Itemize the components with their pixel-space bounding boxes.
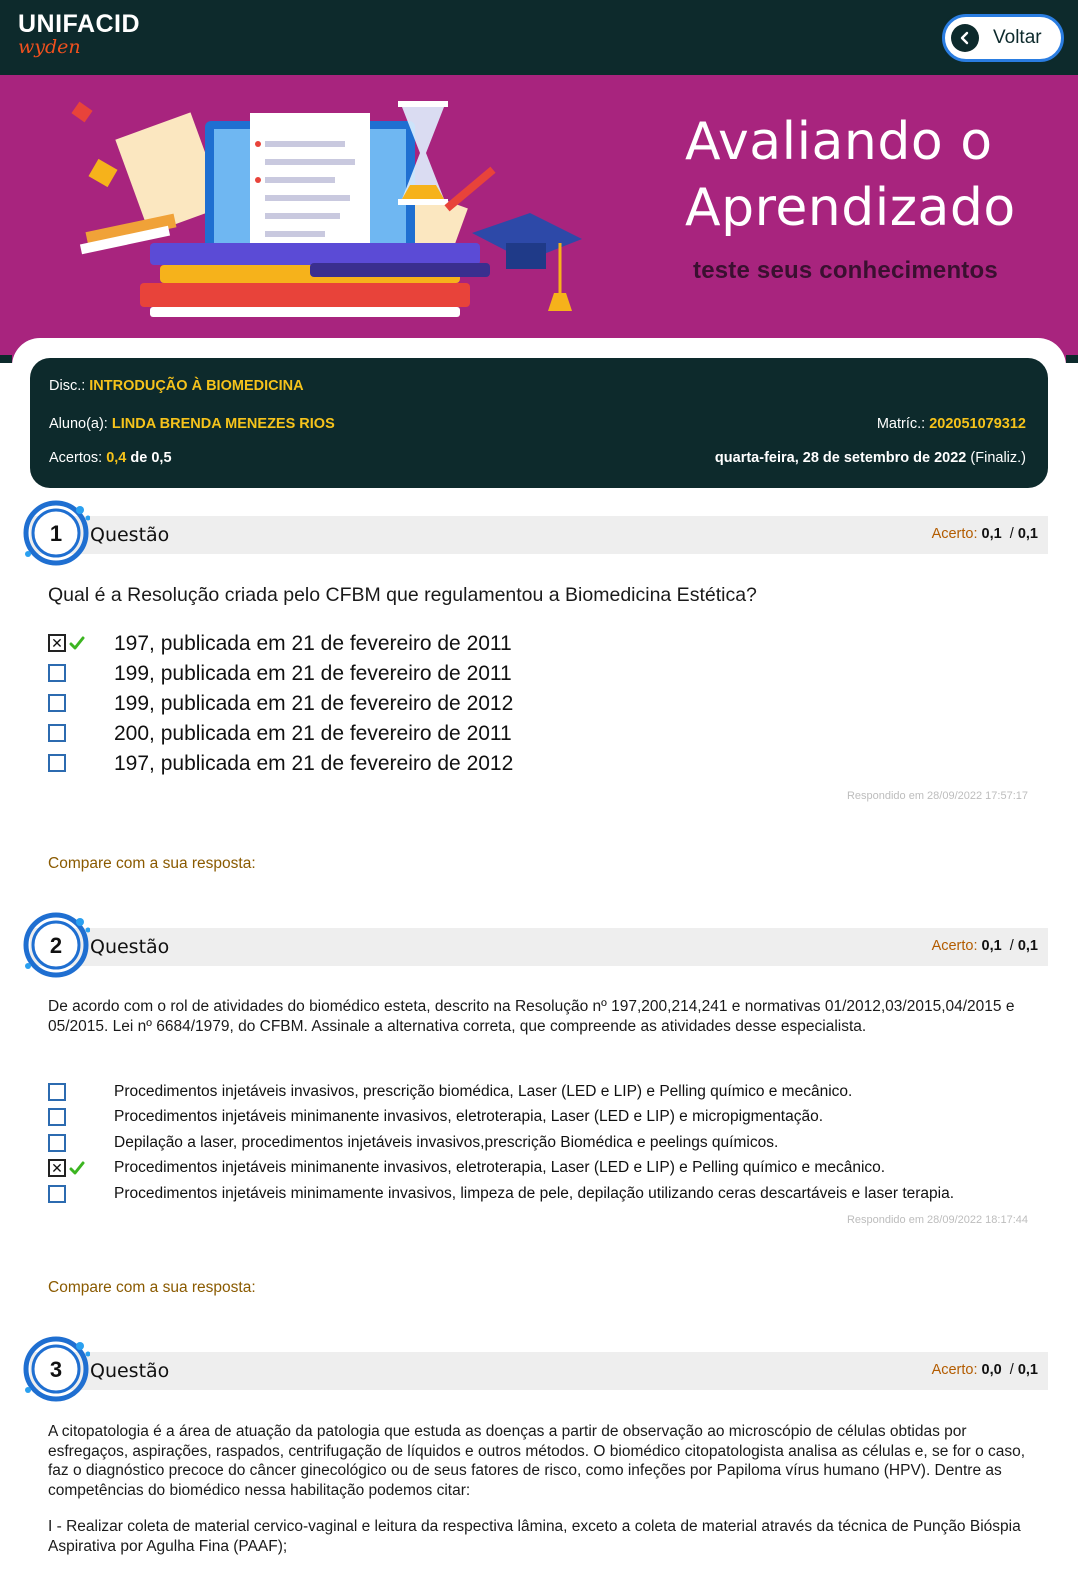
back-button[interactable] (942, 14, 1064, 62)
option[interactable] (48, 1185, 955, 1203)
back-label: Voltar (993, 27, 1042, 48)
question-number: 3 (49, 1357, 63, 1382)
answered-timestamp: Respondido em 28/09/2022 18:17:44 (846, 1214, 1028, 1226)
green-check-icon (69, 635, 85, 651)
option-text: Depilação a laser, procedimentos injetáveis invasivos,prescrição Biomédica e peelings químicos. (114, 1134, 779, 1151)
question-item: I - Realizar coleta de material cervico-vaginal e leitura da respectiva lâmina, exceto a coleta de material através da técnica de Punção Bióspia Aspirativa por Agulha Fina (PAAF); (48, 1518, 1021, 1555)
option-text: Procedimentos injetáveis minimanente invasivos, eletroterapia, Laser (LED e LIP) e Pelling químico e mecânico. (114, 1159, 886, 1176)
question-text: A citopatologia é a área de atuação da patologia que estuda as doenças a partir de observação ao microscópio de células obtidas por esfregaços, aspirações, raspados, centrifugação de líquidos e outros métodos. O biomédico citopatologista analisa as células e, se for o caso, faz o diagnóstico precoce do câncer ginecológico ou de seus fatores de risco, como infeções por Papiloma vírus humano (HPV). Dentre as competências do biomédico nessa habilitação podemos citar: (48, 1423, 1026, 1499)
score-max: 0,1 (1017, 938, 1038, 954)
option[interactable] (48, 752, 514, 775)
score-label: Acerto: (931, 938, 978, 954)
question-score (932, 526, 1038, 542)
score-value: 0,1 (981, 526, 1002, 542)
chevron-left-icon (951, 24, 979, 52)
question-header (30, 516, 1048, 554)
question-score (932, 1362, 1038, 1378)
checkbox[interactable] (48, 664, 66, 682)
option-text: 199, publicada em 21 de fevereiro de 2011 (114, 662, 512, 685)
edge-decoration (0, 355, 12, 363)
checkbox[interactable] (48, 724, 66, 742)
info-row-hits (49, 450, 1026, 466)
score-sep: / (1009, 1362, 1014, 1378)
hits-value: 0,4 (106, 450, 127, 466)
score-label: Acerto: (931, 526, 978, 542)
option[interactable] (48, 722, 512, 745)
question-number: 2 (49, 933, 63, 958)
checkbox[interactable] (48, 1108, 66, 1126)
score-value: 0,1 (981, 938, 1002, 954)
hero-banner (0, 75, 1078, 363)
exam-info-box (30, 358, 1048, 488)
matric-value: 202051079312 (929, 416, 1026, 432)
option-text: Procedimentos injetáveis minimamente invasivos, limpeza de pele, depilação utilizando ceras descartáveis e laser terapia. (114, 1185, 955, 1202)
info-row-student (49, 416, 1026, 432)
option-text: 197, publicada em 21 de fevereiro de 2012 (114, 752, 514, 775)
score-label: Acerto: (931, 1362, 978, 1378)
checkbox[interactable] (48, 1083, 66, 1101)
banner-title-line2: Aprendizado (685, 178, 1016, 238)
question-number-badge (20, 1332, 90, 1402)
study-illustration (60, 93, 600, 333)
banner-title (685, 109, 1016, 241)
top-bar (0, 0, 1078, 75)
logo (18, 10, 140, 58)
option[interactable] (48, 692, 514, 715)
question-header (30, 928, 1048, 966)
disc-value: INTRODUÇÃO À BIOMEDICINA (89, 378, 304, 394)
option-text: 197, publicada em 21 de fevereiro de 2011 (114, 632, 512, 655)
score-sep: / (1009, 938, 1014, 954)
score-value: 0,0 (981, 1362, 1002, 1378)
option-text: Procedimentos injetáveis minimanente invasivos, eletroterapia, Laser (LED e LIP) e micropigmentação. (114, 1108, 824, 1125)
checkbox[interactable] (48, 1134, 66, 1152)
question-score (932, 938, 1038, 954)
logo-sub: wyden (18, 36, 81, 58)
logo-main: UNIFACID (18, 10, 141, 38)
score-sep: / (1009, 526, 1014, 542)
checkbox[interactable] (48, 754, 66, 772)
banner-subtitle: teste seus conhecimentos (693, 257, 998, 284)
checkbox[interactable] (48, 694, 66, 712)
edge-decoration (1066, 355, 1078, 363)
date-value: quarta-feira, 28 de setembro de 2022 (714, 450, 967, 466)
question-text: De acordo com o rol de atividades do biomédico esteta, descrito na Resolução nº 197,200,214,241 e normativas 01/2012,03/2015,04/2015 e 05/2015. Lei nº 6684/1979, do CFBM. Assinale a alternativa correta, que compreende as atividades desse especialista. (48, 998, 1015, 1035)
option[interactable] (48, 1108, 824, 1126)
x-checkbox-icon[interactable]: ✕ (48, 634, 66, 652)
compare-link[interactable]: Compare com a sua resposta: (48, 855, 256, 872)
score-max: 0,1 (1017, 1362, 1038, 1378)
hits-of: de 0,5 (130, 450, 172, 466)
question-label: Questão (90, 1360, 170, 1382)
checkbox[interactable] (48, 1185, 66, 1203)
disc-label: Disc.: (49, 378, 86, 394)
question-number-badge (20, 496, 90, 566)
option-text: 200, publicada em 21 de fevereiro de 2011 (114, 722, 512, 745)
question-label: Questão (90, 524, 170, 546)
option[interactable] (48, 632, 512, 655)
x-checkbox-icon[interactable]: ✕ (48, 1159, 66, 1177)
question-number-badge (20, 908, 90, 978)
option[interactable] (48, 1083, 853, 1101)
student-value: LINDA BRENDA MENEZES RIOS (111, 416, 335, 432)
info-row-discipline (49, 378, 1026, 394)
banner-title-line1: Avaliando o (685, 112, 993, 172)
question-header (30, 1352, 1048, 1390)
hits-label: Acertos: (49, 450, 103, 466)
question-label: Questão (90, 936, 170, 958)
question-number: 1 (49, 521, 63, 546)
compare-link[interactable]: Compare com a sua resposta: (48, 1279, 256, 1296)
option[interactable] (48, 662, 512, 685)
option-text: 199, publicada em 21 de fevereiro de 2012 (114, 692, 514, 715)
question-text: Qual é a Resolução criada pelo CFBM que regulamentou a Biomedicina Estética? (48, 584, 757, 606)
option[interactable] (48, 1134, 779, 1152)
matric-label: Matríc.: (876, 416, 926, 432)
date-status: (Finaliz.) (970, 450, 1026, 466)
option-text: Procedimentos injetáveis invasivos, prescrição biomédica, Laser (LED e LIP) e Pelling químico e mecânico. (114, 1083, 853, 1100)
student-label: Aluno(a): (49, 416, 108, 432)
answered-timestamp: Respondido em 28/09/2022 17:57:17 (846, 790, 1028, 802)
green-check-icon (69, 1160, 85, 1176)
option[interactable] (48, 1159, 886, 1177)
score-max: 0,1 (1017, 526, 1038, 542)
